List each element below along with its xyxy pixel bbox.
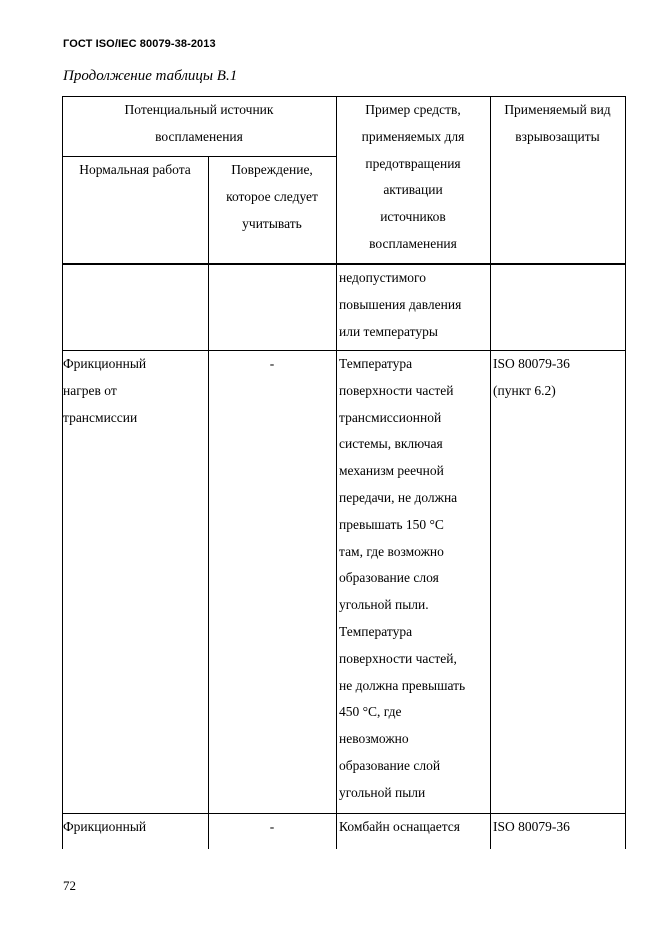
document-header: ГОСТ ISO/IEC 80079-38-2013 <box>63 38 216 50</box>
row3-damage: - <box>269 819 275 834</box>
table-right-border <box>625 96 626 849</box>
row3-prevention-means: Комбайн оснащается <box>339 819 460 834</box>
row3-protection-type: ISO 80079-36 <box>493 819 570 834</box>
header-ignition-source: Потенциальный источник воспламенения <box>124 102 274 144</box>
column-divider <box>490 96 491 849</box>
row1-prevention-means: недопустимого повышения давления или температуры <box>339 270 462 339</box>
table-continuation-title: Продолжение таблицы В.1 <box>63 68 238 84</box>
page-number: 72 <box>63 878 76 893</box>
table-left-border <box>62 96 63 849</box>
row3-normal-operation: Фрикционный <box>63 819 147 834</box>
row2-damage: - <box>269 356 275 371</box>
row2-normal-operation: Фрикционный нагрев от трансмиссии <box>63 356 147 425</box>
header-damage: Повреждение, которое следует учитывать <box>226 162 318 231</box>
header-protection-type: Применяемый вид взрывозащиты <box>504 102 611 144</box>
row2-prevention-means: Температура поверхности частей трансмиссионной системы, включая механизм реечной передачи, не должна превышать 150 °С там, где возможно образование слоя угольной пыли. Температура поверхности частей, не должна превышать 450 °С, где невозможно образование слой угольной пыли <box>339 356 466 800</box>
header-prevention-means: Пример средств, применяемых для предотвращения активации источников воспламенения <box>361 102 465 251</box>
row2-protection-type: ISO 80079-36 (пункт 6.2) <box>493 356 570 398</box>
column-divider <box>208 156 209 849</box>
header-normal-operation: Нормальная работа <box>79 162 191 177</box>
